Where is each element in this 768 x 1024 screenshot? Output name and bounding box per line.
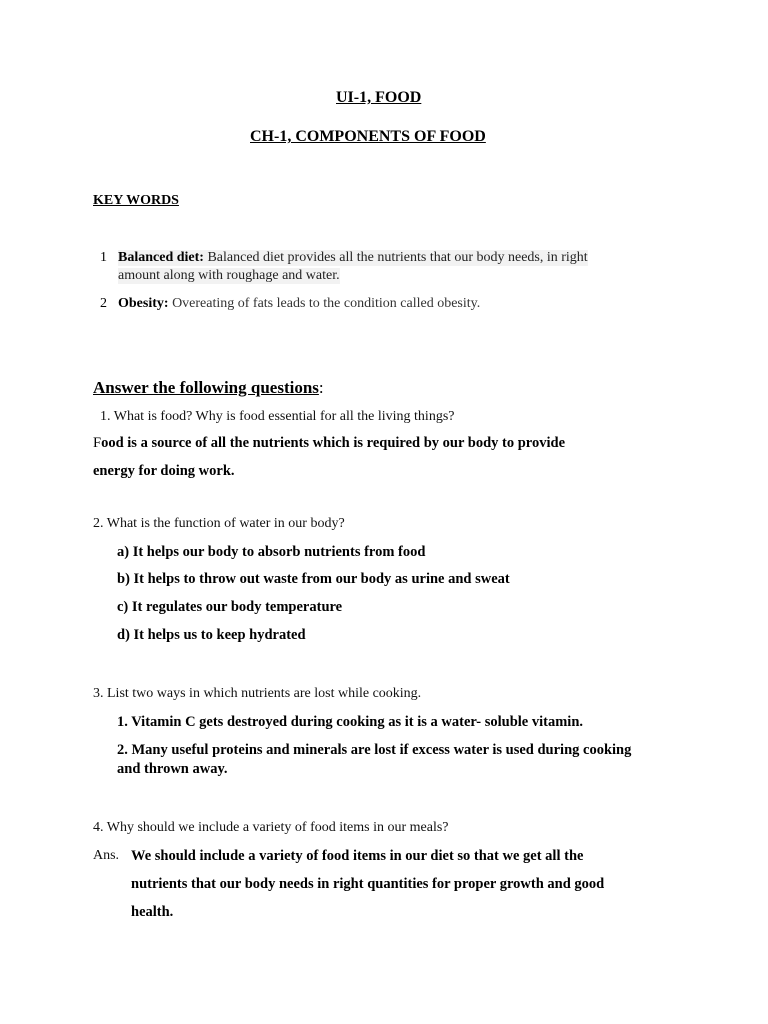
answer-4-line-2: nutrients that our body needs in right quantities for proper growth and good [131, 876, 605, 892]
question-4: 4. Why should we include a variety of food items in our meals? [93, 820, 449, 835]
key-word-number: 2 [100, 296, 107, 311]
key-word-term: Obesity: [118, 296, 169, 311]
question-2: 2. What is the function of water in our body? [93, 516, 345, 531]
answer-4-prefix: Ans. [93, 848, 120, 863]
questions-heading [93, 378, 324, 398]
answer-1-line-1 [93, 435, 565, 452]
key-word-definition: Balanced diet provides all the nutrients that our body needs, in right [207, 250, 588, 265]
answer-2-d: d) It helps us to keep hydrated [117, 627, 306, 643]
answer-4-line-1: We should include a variety of food items in our diet so that we get all the [131, 848, 584, 864]
answer-3-2-line-2: and thrown away. [117, 761, 228, 777]
answer-2-a: a) It helps our body to absorb nutrients from food [117, 544, 426, 560]
key-words-heading: KEY WORDS [93, 193, 179, 208]
answer-1-text: ood is a source of all the nutrients which is required by our body to provide [101, 435, 566, 451]
answer-3-2-line-1: 2. Many useful proteins and minerals are lost if excess water is used during cooking [117, 742, 632, 758]
question-3: 3. List two ways in which nutrients are lost while cooking. [93, 686, 422, 701]
unit-title: UI-1, FOOD [336, 89, 422, 106]
question-1: 1. What is food? Why is food essential for all the living things? [100, 409, 455, 424]
questions-heading-colon: : [318, 378, 324, 397]
questions-heading-text: Answer the following questions [93, 378, 319, 397]
answer-2-c: c) It regulates our body temperature [117, 599, 343, 615]
key-word-definition-cont: amount along with roughage and water. [118, 268, 340, 283]
key-word-balanced-diet [118, 250, 588, 266]
answer-4-line-3: health. [131, 904, 174, 920]
key-word-definition: Overeating of fats leads to the condition called obesity. [172, 296, 481, 311]
answer-1-initial: F [93, 435, 102, 451]
answer-2-b: b) It helps to throw out waste from our body as urine and sweat [117, 571, 510, 587]
chapter-title: CH-1, COMPONENTS OF FOOD [250, 128, 486, 145]
key-word-obesity [118, 296, 480, 312]
answer-1-line-2: energy for doing work. [93, 463, 235, 479]
answer-3-1: 1. Vitamin C gets destroyed during cooking as it is a water- soluble vitamin. [117, 714, 584, 730]
key-word-number: 1 [100, 250, 107, 265]
key-word-term: Balanced diet: [118, 250, 204, 265]
